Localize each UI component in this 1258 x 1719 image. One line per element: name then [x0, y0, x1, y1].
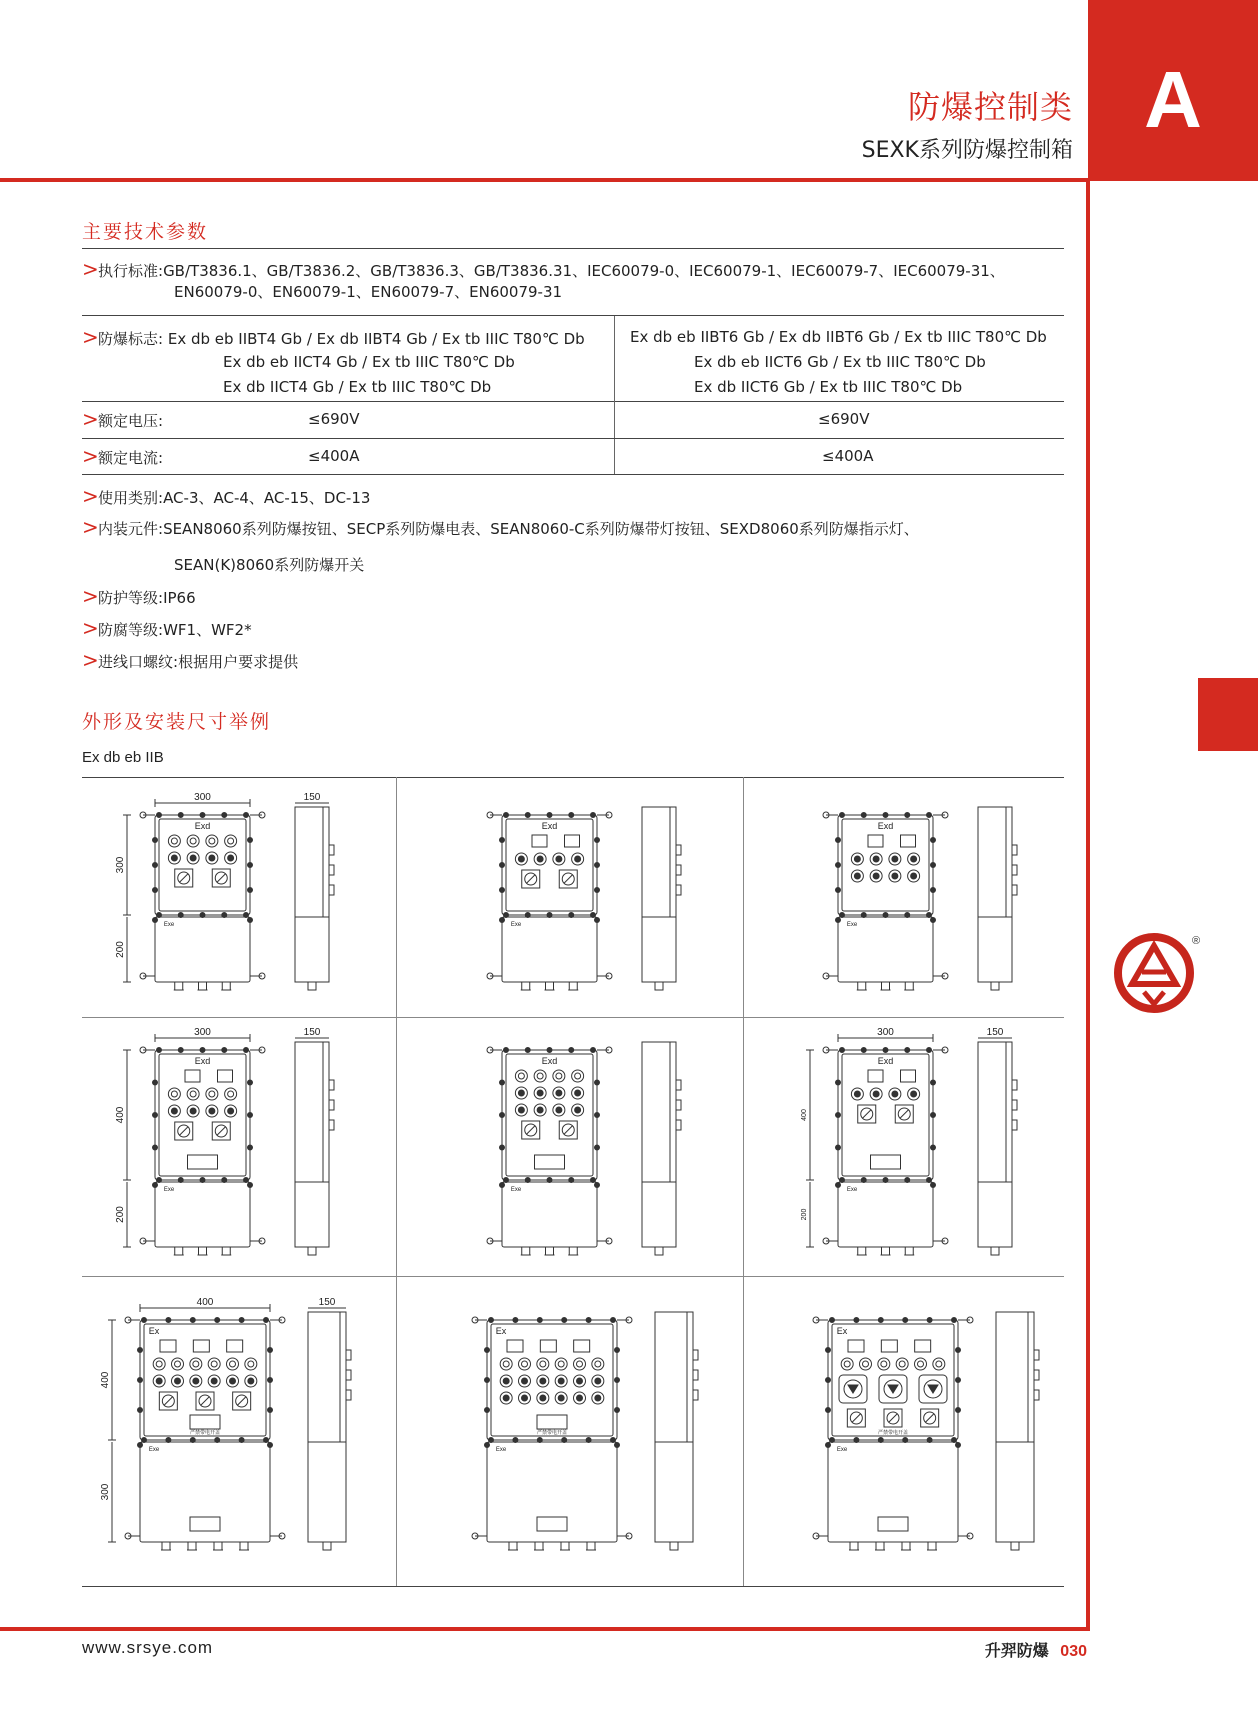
- warning-text: 严禁带电开盖: [189, 1430, 221, 1436]
- divider: [82, 401, 1064, 402]
- marking-left-2: Ex db IICT4 Gb / Ex tb IIIC T80℃ Db: [223, 378, 492, 396]
- footer-brand: [985, 1638, 1087, 1661]
- enclosure-drawing: [778, 1290, 1078, 1575]
- corrosion-row: [82, 617, 252, 641]
- exe-label: Exe: [510, 1187, 522, 1193]
- enclosure-drawing: [783, 790, 1063, 1005]
- height-dimension-upper: 300: [115, 856, 126, 874]
- height-dimension-upper: 400: [100, 1371, 111, 1389]
- components-row-2: [174, 554, 364, 576]
- exe-label: Exe: [510, 922, 522, 928]
- marking-left-0: Ex db eb IIBT4 Gb / Ex db IIBT4 Gb / Ex tb IIIC T80℃ Db: [167, 330, 585, 348]
- grid-line: [82, 1276, 1064, 1277]
- exe-label: Exe: [148, 1447, 160, 1453]
- divider: [82, 474, 1064, 475]
- specs-title: 主要技术参数: [82, 221, 209, 243]
- arrow-icon: >: [82, 325, 99, 349]
- grid-line: [743, 777, 744, 1586]
- footer-page-number: 030: [1060, 1643, 1087, 1660]
- standards-row-2: [174, 281, 562, 303]
- voltage-label: 额定电压:: [98, 412, 164, 430]
- enclosure-drawing: [437, 1290, 737, 1575]
- right-border: [1086, 181, 1090, 1630]
- dims-title: 外形及安装尺寸举例: [82, 711, 272, 733]
- bottom-rule: [0, 1627, 1090, 1631]
- thread-label: 进线口螺纹:: [98, 653, 179, 671]
- svg-text:®: ®: [1192, 935, 1201, 947]
- depth-dimension: 150: [303, 792, 321, 803]
- depth-dimension: 150: [318, 1297, 336, 1308]
- marking-right-row-1: [694, 351, 986, 373]
- usage-value: AC-3、AC-4、AC-15、DC-13: [163, 489, 371, 507]
- arrow-icon: >: [82, 257, 99, 281]
- marking-right-2: Ex db IICT6 Gb / Ex tb IIIC T80℃ Db: [694, 378, 963, 396]
- components-line1: SEAN8060系列防爆按钮、SECP系列防爆电表、SEAN8060-C系列防爆带灯按钮、SEXD8060系列防爆指示灯、: [163, 520, 919, 538]
- enclosure-drawing: [447, 1025, 727, 1265]
- height-dimension-lower: 300: [100, 1483, 111, 1501]
- marking-right-0: Ex db eb IIBT6 Gb / Ex db IIBT6 Gb / Ex tb IIIC T80℃ Db: [630, 328, 1047, 346]
- standards-label: 执行标准:: [98, 262, 164, 280]
- marking-right-row-0: [630, 326, 1047, 348]
- standards-line1: GB/T3836.1、GB/T3836.2、GB/T3836.3、GB/T3836.31、IEC60079-0、IEC60079-1、IEC60079-7、IEC60079-31、: [163, 262, 1005, 280]
- enclosure-drawing: [783, 1025, 1063, 1265]
- arrow-icon: >: [82, 584, 99, 608]
- exe-label: Exe: [846, 1187, 858, 1193]
- exd-label: Exd: [541, 821, 558, 831]
- arrow-icon: >: [82, 407, 99, 431]
- footer-brand-name: 升羿防爆: [984, 1641, 1049, 1660]
- enclosure-drawing: [100, 790, 380, 1005]
- exe-label: Exe: [163, 1187, 175, 1193]
- height-dimension-upper: 400: [801, 1109, 808, 1121]
- exd-label: Exd: [877, 1056, 894, 1066]
- usage-label: 使用类别:: [98, 489, 164, 507]
- brand-logo: [1112, 932, 1204, 1014]
- protection-label: 防护等级:: [98, 589, 164, 607]
- marking-left-row-2: [223, 376, 491, 398]
- divider: [82, 438, 1064, 439]
- marking-right-row-2: [694, 376, 962, 398]
- marking-label: 防爆标志:: [98, 330, 164, 348]
- current-right: ≤400A: [822, 447, 874, 465]
- voltage-right: ≤690V: [818, 410, 870, 428]
- exd-label: Exd: [877, 821, 894, 831]
- corrosion-value: WF1、WF2*: [163, 621, 252, 639]
- height-dimension-upper: 400: [115, 1106, 126, 1124]
- usage-row: [82, 485, 370, 509]
- arrow-icon: >: [82, 515, 99, 539]
- components-line2: SEAN(K)8060系列防爆开关: [174, 556, 365, 574]
- enclosure-drawing: [447, 790, 727, 1005]
- footer-website: www.srsye.com: [82, 1638, 214, 1657]
- product-title: SEXK系列防爆控制箱: [861, 138, 1073, 163]
- current-label: 额定电流:: [98, 449, 164, 467]
- side-marker: [1198, 678, 1258, 751]
- grid-line: [82, 777, 1064, 778]
- divider: [82, 248, 1064, 249]
- exd-label: Exd: [194, 821, 211, 831]
- width-dimension: 400: [196, 1297, 214, 1308]
- height-dimension-lower: 200: [115, 1206, 126, 1223]
- corrosion-label: 防腐等级:: [98, 621, 164, 639]
- category-title: 防爆控制类: [907, 88, 1073, 126]
- thread-value: 根据用户要求提供: [178, 653, 299, 671]
- section-tab: [1088, 0, 1258, 181]
- arrow-icon: >: [82, 648, 99, 672]
- voltage-row: [82, 408, 163, 432]
- marking-left-1: Ex db eb IICT4 Gb / Ex tb IIIC T80℃ Db: [223, 353, 515, 371]
- depth-dimension: 150: [303, 1027, 321, 1038]
- section-letter: A: [1144, 55, 1202, 144]
- warning-text: 严禁带电开盖: [536, 1430, 568, 1436]
- width-dimension: 300: [194, 792, 211, 803]
- column-divider: [614, 316, 615, 475]
- voltage-left: ≤690V: [308, 410, 360, 428]
- arrow-icon: >: [82, 484, 99, 508]
- standards-line2: EN60079-0、EN60079-1、EN60079-7、EN60079-31: [174, 283, 563, 301]
- arrow-icon: >: [82, 616, 99, 640]
- warning-text: 严禁带电开盖: [877, 1430, 909, 1436]
- exd-label: Ex: [836, 1326, 848, 1336]
- exe-label: Exe: [836, 1447, 848, 1453]
- exe-label: Exe: [495, 1447, 507, 1453]
- current-row: [82, 445, 163, 469]
- enclosure-drawing: [90, 1290, 390, 1575]
- height-dimension-lower: 200: [115, 941, 126, 958]
- marking-left-row-1: [223, 351, 515, 373]
- top-rule: [0, 178, 1090, 182]
- width-dimension: 300: [194, 1027, 211, 1038]
- divider: [82, 315, 1064, 316]
- arrow-icon: >: [82, 444, 99, 468]
- grid-line: [82, 1586, 1064, 1587]
- width-dimension: 300: [877, 1027, 894, 1038]
- exd-label: Ex: [148, 1326, 160, 1336]
- protection-value: IP66: [163, 589, 196, 607]
- height-dimension-lower: 200: [801, 1208, 808, 1221]
- components-row: [82, 516, 919, 540]
- exe-label: Exe: [846, 922, 858, 928]
- protection-row: [82, 585, 196, 609]
- current-left: ≤400A: [308, 447, 360, 465]
- exd-label: Exd: [541, 1056, 558, 1066]
- marking-right-1: Ex db eb IICT6 Gb / Ex tb IIIC T80℃ Db: [694, 353, 986, 371]
- thread-row: [82, 649, 298, 673]
- exd-label: Ex: [495, 1326, 507, 1336]
- standards-row: [82, 258, 1005, 282]
- marking-row: [82, 326, 585, 350]
- exe-label: Exe: [163, 922, 175, 928]
- depth-dimension: 150: [986, 1027, 1004, 1038]
- components-label: 内装元件:: [98, 520, 164, 538]
- exd-label: Exd: [194, 1056, 211, 1066]
- enclosure-drawing: [100, 1025, 380, 1265]
- dims-subtitle: Ex db eb IIB: [82, 749, 164, 766]
- grid-line: [396, 777, 397, 1586]
- grid-line: [82, 1017, 1064, 1018]
